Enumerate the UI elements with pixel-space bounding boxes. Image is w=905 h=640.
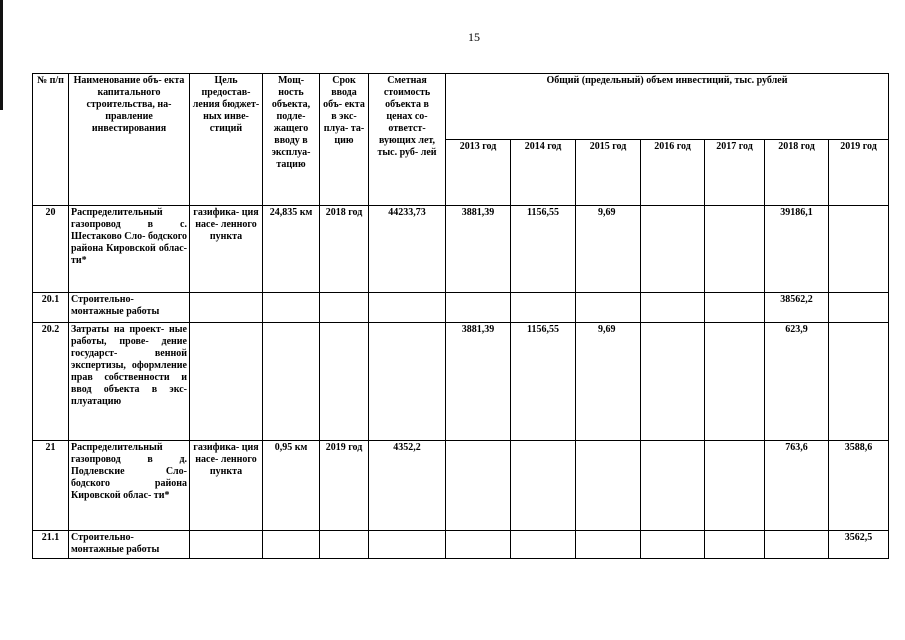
table-row [33,323,889,441]
row-value [641,323,705,441]
row-value [829,323,889,441]
row-capacity [263,531,320,559]
row-value [641,531,705,559]
row-name: Распределительный газопровод в с. Шестаково Сло- бодского района Кировской облас- ти* [69,206,190,293]
row-value [576,293,641,323]
header-term: Срок ввода объ- екта в экс- плуа- та- цию [320,74,369,206]
header-year: 2018 год [765,140,829,206]
row-value: 1156,55 [511,206,576,293]
row-term [320,531,369,559]
row-value: 3881,39 [446,323,511,441]
row-capacity: 24,835 км [263,206,320,293]
row-num: 20.1 [33,293,69,323]
row-name: Строительно- монтажные работы [69,293,190,323]
row-value: 623,9 [765,323,829,441]
page-number: 15 [468,30,480,44]
header-cost: Сметная стоимость объекта в ценах со- ответст- вующих лет, тыс. руб- лей [369,74,446,206]
row-cost [369,323,446,441]
row-num: 20 [33,206,69,293]
row-purpose [190,323,263,441]
header-num: № п/п [33,74,69,206]
row-value: 39186,1 [765,206,829,293]
row-cost: 44233,73 [369,206,446,293]
row-value [576,441,641,531]
row-term: 2019 год [320,441,369,531]
table-row [33,531,889,559]
header-year: 2014 год [511,140,576,206]
row-name: Распределительный газопровод в д. Подлевские Сло- бодского района Кировской облас- ти* [69,441,190,531]
row-value: 9,69 [576,323,641,441]
row-value [511,441,576,531]
row-value: 763,6 [765,441,829,531]
row-value [641,441,705,531]
page-edge-mark [0,0,3,110]
header-year: 2013 год [446,140,511,206]
row-name: Строительно- монтажные работы [69,531,190,559]
row-value [705,293,765,323]
row-num: 21.1 [33,531,69,559]
row-value: 3562,5 [829,531,889,559]
row-purpose: газифика- ция насе- ленного пункта [190,206,263,293]
header-investment: Общий (предельный) объем инвестиций, тыс. рублей [446,74,889,140]
investment-table [32,73,889,559]
header-year: 2019 год [829,140,889,206]
header-year: 2017 год [705,140,765,206]
row-num: 21 [33,441,69,531]
row-value [511,293,576,323]
row-value: 1156,55 [511,323,576,441]
row-value [705,441,765,531]
row-purpose [190,293,263,323]
row-capacity [263,293,320,323]
row-value: 9,69 [576,206,641,293]
table-row [33,441,889,531]
row-value [705,531,765,559]
row-capacity [263,323,320,441]
table-row [33,293,889,323]
row-value [641,206,705,293]
row-purpose: газифика- ция насе- ленного пункта [190,441,263,531]
header-purpose: Цель предостав- ления бюджет- ных инве- стиций [190,74,263,206]
row-value: 3588,6 [829,441,889,531]
header-year: 2016 год [641,140,705,206]
row-term: 2018 год [320,206,369,293]
row-value [829,206,889,293]
row-value [829,293,889,323]
row-value [765,531,829,559]
header-name: Наименование объ- екта капитального строительства, на- правление инвестирования [69,74,190,206]
row-value [446,531,511,559]
row-capacity: 0,95 км [263,441,320,531]
row-value: 38562,2 [765,293,829,323]
row-term [320,293,369,323]
row-cost [369,293,446,323]
row-value [446,441,511,531]
row-value [576,531,641,559]
row-value [705,323,765,441]
row-term [320,323,369,441]
row-value [511,531,576,559]
header-year: 2015 год [576,140,641,206]
header-row-top [33,74,889,140]
row-num: 20.2 [33,323,69,441]
row-name: Затраты на проект- ные работы, прове- дение государст- венной экспертизы, оформление прав собственности и ввод объекта в экс- плуатацию [69,323,190,441]
row-value [705,206,765,293]
header-capacity: Мощ- ность объекта, подле- жащего вводу в эксплуа- тацию [263,74,320,206]
row-value [446,293,511,323]
table-row [33,206,889,293]
row-cost [369,531,446,559]
row-purpose [190,531,263,559]
row-value: 3881,39 [446,206,511,293]
row-value [641,293,705,323]
row-cost: 4352,2 [369,441,446,531]
